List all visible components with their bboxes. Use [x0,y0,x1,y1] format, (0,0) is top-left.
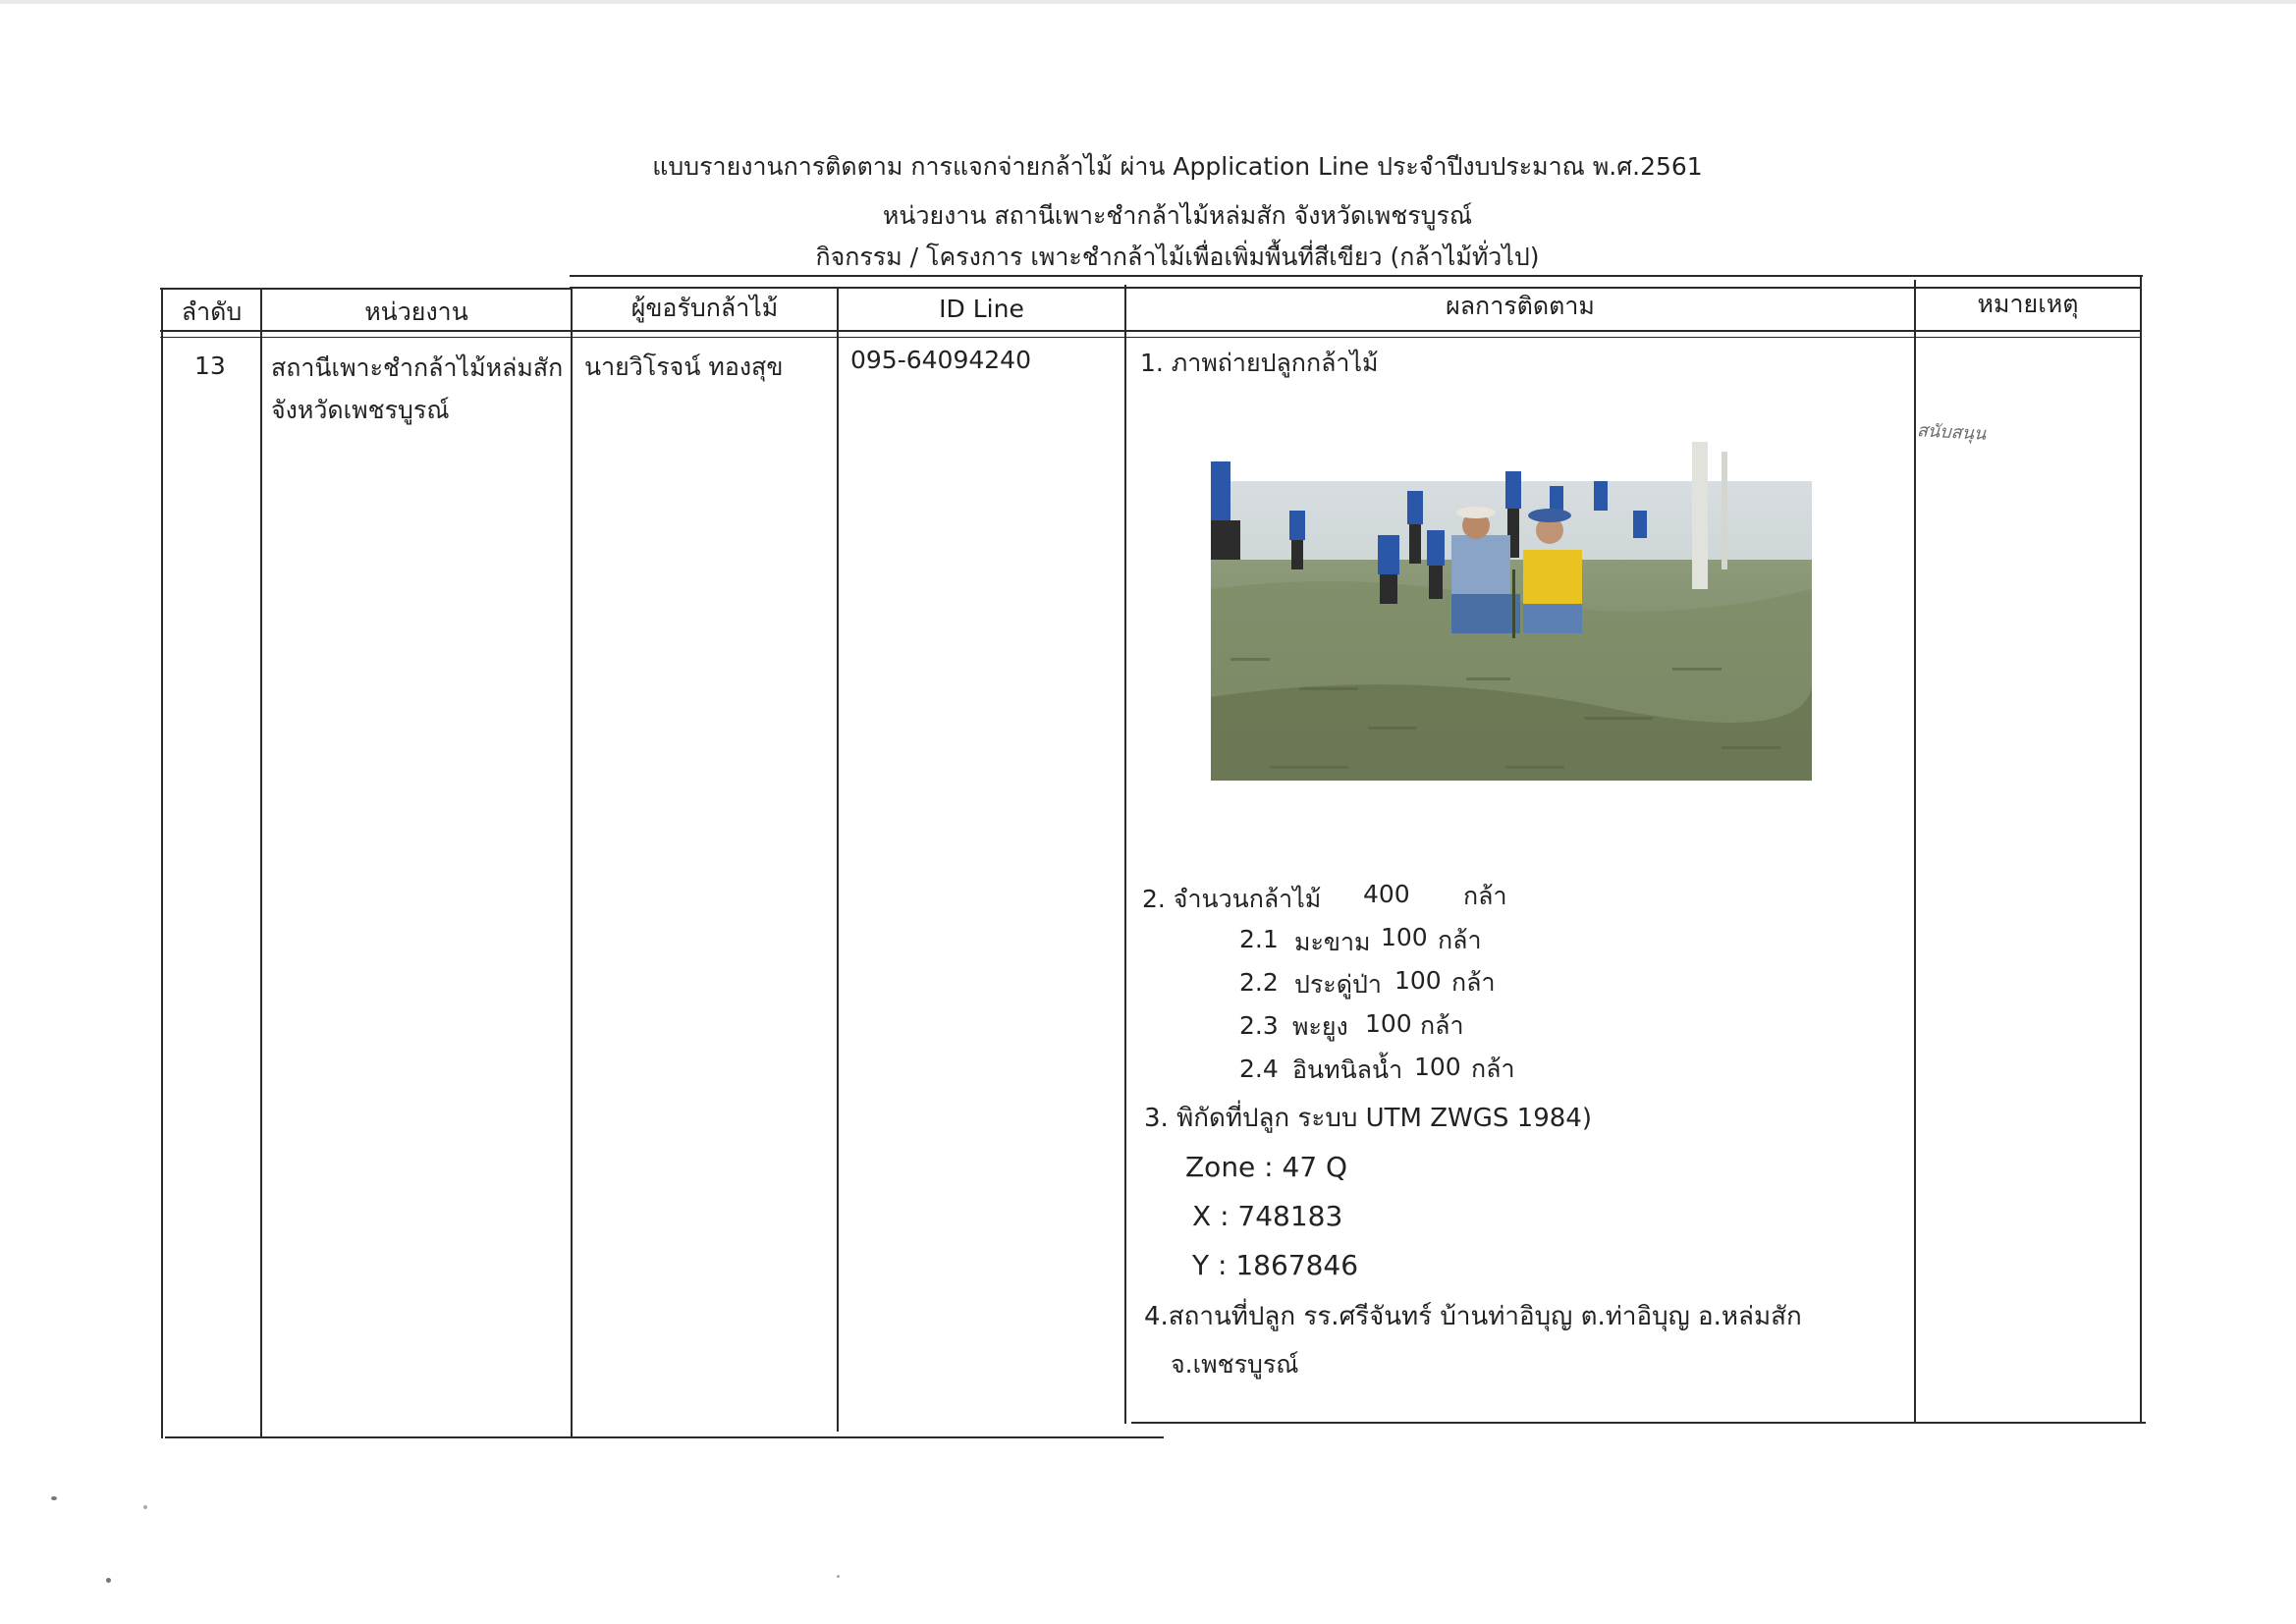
col-border-3 [837,287,839,1432]
col-border-5 [1914,280,1916,1423]
col-border-4 [1124,285,1126,1424]
place-line1: 4.สถานที่ปลูก รร.ศรีจันทร์ บ้านท่าอิบุญ ต.ท่าอิบุญ อ.หล่มสัก [1144,1302,1802,1331]
table-top-border [570,275,2143,277]
row-id-line: 095-64094240 [850,346,1031,374]
col-header-no: ลำดับ [181,298,243,326]
species-1-unit: กล้า [1438,926,1482,954]
species-3-name: พะยูง [1292,1012,1348,1041]
table-bottom-border-right [1131,1422,2146,1424]
remark-handwritten: สนับสนุน [1916,420,1987,445]
scan-speck [106,1578,111,1583]
col-header-agency: หน่วยงาน [364,298,468,326]
species-4-qty: 100 [1414,1053,1461,1081]
scan-speck [837,1575,840,1578]
header-bottom-border-2 [160,337,2141,338]
species-4-name: อินทนิลน้ำ [1292,1056,1403,1084]
page-top-edge [0,0,2296,4]
coord-y: Y : 1867846 [1192,1249,1359,1281]
count-unit: กล้า [1463,882,1507,910]
scan-speck [51,1496,57,1500]
coord-x: X : 748183 [1192,1200,1343,1232]
coord-label: 3. พิกัดที่ปลูก ระบบ UTM ZWGS 1984) [1144,1104,1592,1133]
col-border-2 [571,287,573,1438]
col-border-1 [260,289,262,1438]
count-value: 400 [1363,880,1410,908]
count-label: 2. จำนวนกล้าไม้ [1142,885,1322,913]
col-header-id-line: ID Line [939,295,1024,323]
species-2-name: ประดู่ป่า [1294,970,1382,999]
row-agency-line2: จังหวัดเพชรบูรณ์ [271,396,450,424]
coord-zone: Zone : 47 Q [1185,1151,1348,1183]
place-line2: จ.เพชรบูรณ์ [1171,1350,1299,1379]
row-agency-line1: สถานีเพาะชำกล้าไม้หล่มสัก [271,353,564,382]
species-3-qty: 100 [1365,1009,1412,1038]
species-3-unit: กล้า [1420,1011,1464,1040]
col-border-6 [2140,275,2142,1424]
col-header-remark: หมายเหตุ [1977,290,2079,318]
scan-speck [143,1505,147,1509]
col-border-0 [161,289,163,1438]
col-header-requester: ผู้ขอรับกล้าไม้ [630,294,779,322]
row-no: 13 [194,352,226,380]
report-project: กิจกรรม / โครงการ เพาะชำกล้าไม้เพื่อเพิ่มพื้นที่สีเขียว (กล้าไม้ทั่วไป) [815,243,1540,271]
species-2-no: 2.2 [1239,968,1279,997]
species-2-unit: กล้า [1451,968,1496,997]
species-1-no: 2.1 [1239,925,1279,953]
species-3-no: 2.3 [1239,1011,1279,1040]
species-1-name: มะขาม [1294,928,1371,956]
result-photo-label: 1. ภาพถ่ายปลูกกล้าไม้ [1140,349,1379,377]
table-bottom-border [165,1436,1164,1438]
species-4-unit: กล้า [1471,1055,1515,1083]
row-requester: นายวิโรจน์ ทองสุข [584,352,784,381]
report-agency: หน่วยงาน สถานีเพาะชำกล้าไม้หล่มสัก จังหวัดเพชรบูรณ์ [882,201,1473,230]
planting-photo [1211,442,1812,803]
col-header-result: ผลการติดตาม [1446,292,1595,320]
report-title: แบบรายงานการติดตาม การแจกจ่ายกล้าไม้ ผ่าน Application Line ประจำปีงบประมาณ พ.ศ.2561 [652,152,1703,181]
table-top-border-left [160,288,573,290]
species-1-qty: 100 [1381,923,1428,951]
species-4-no: 2.4 [1239,1055,1279,1083]
species-2-qty: 100 [1394,966,1442,995]
